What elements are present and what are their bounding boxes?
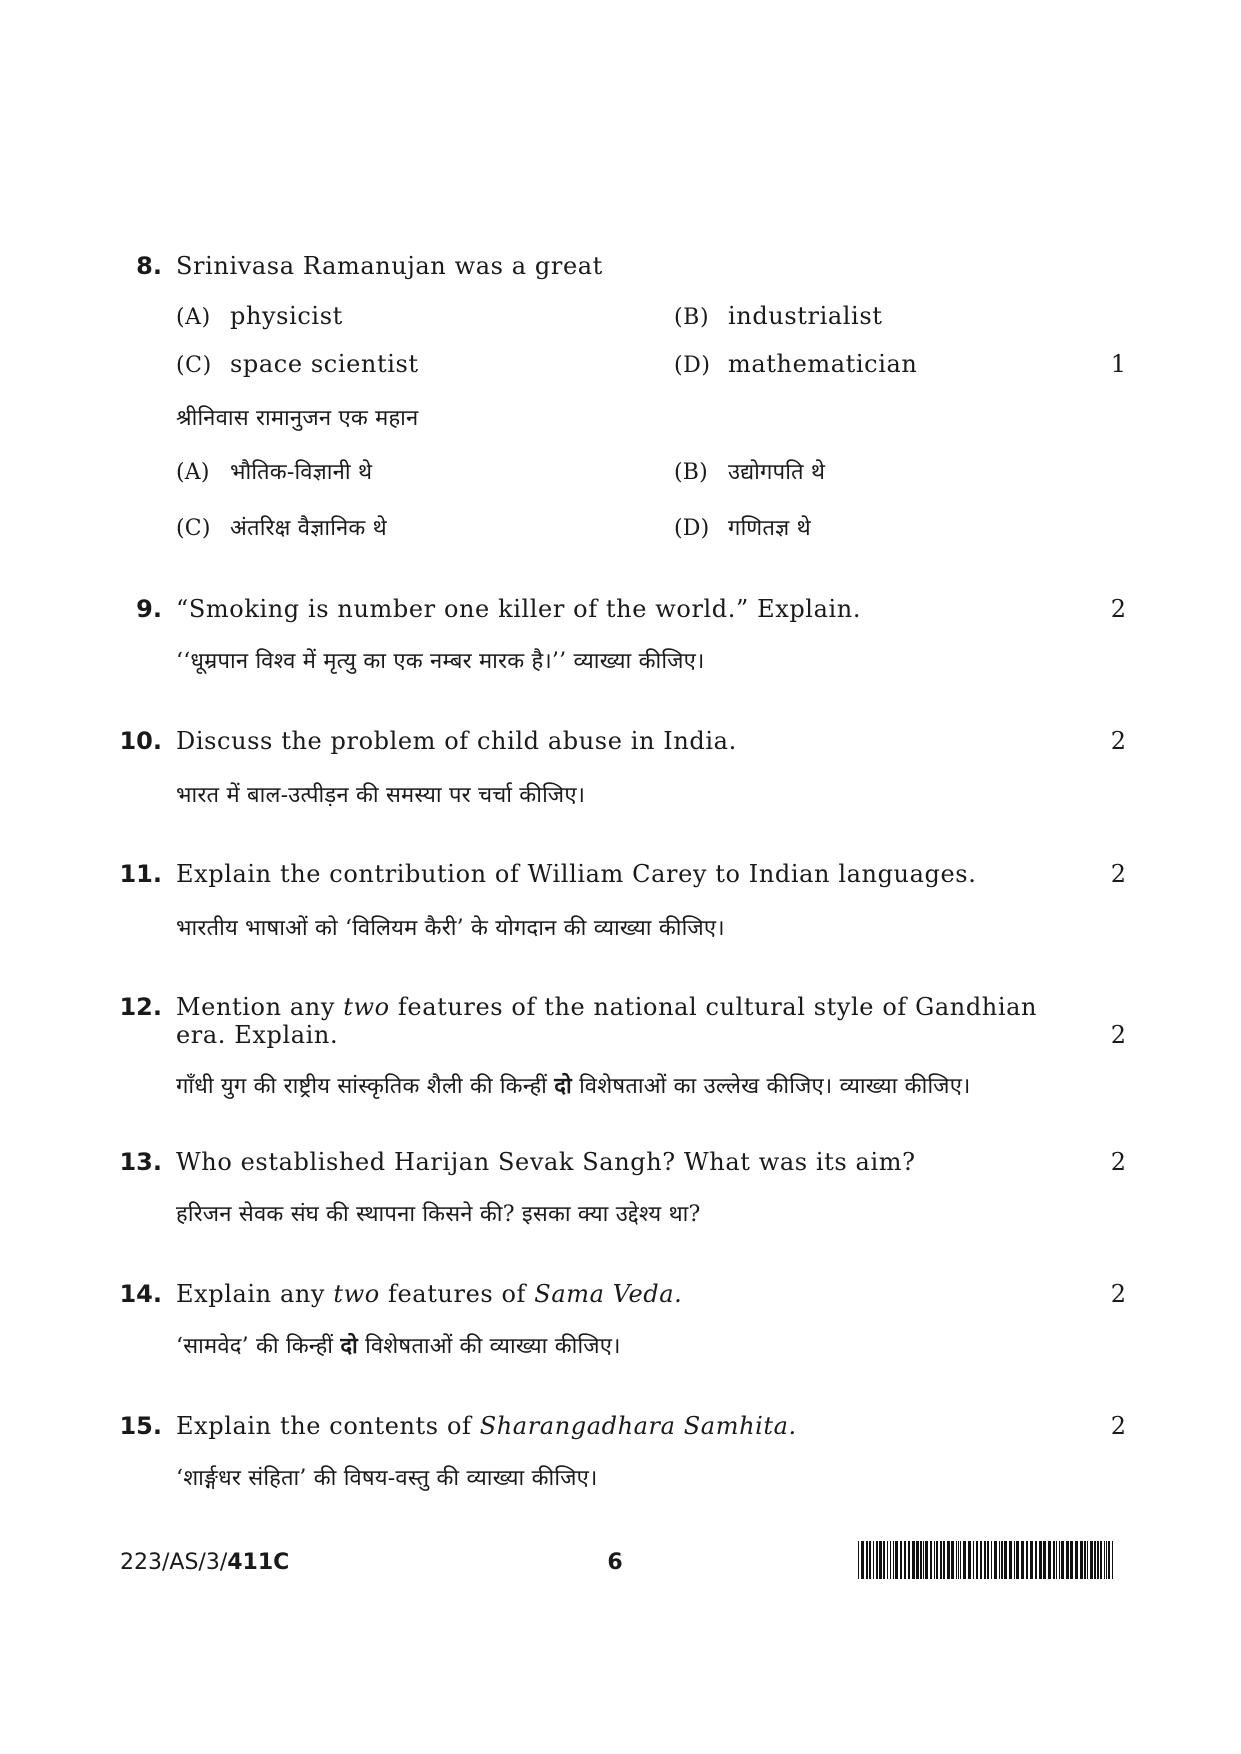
question-text: Who established Harijan Sevak Sangh? What was its aim? [176, 1148, 916, 1176]
barcode-bar [1014, 1541, 1015, 1579]
barcode-bar [876, 1541, 878, 1579]
barcode-bar [1112, 1541, 1113, 1579]
question-text-hindi: ‘शार्ङ्गधर संहिता’ की विषय-वस्तु की व्याख्या कीजिए। [176, 1466, 598, 1491]
question-marks: 2 [1110, 727, 1126, 755]
barcode-bar [1030, 1541, 1033, 1579]
question-text-hindi: भारत में बाल-उत्पीड़न की समस्या पर चर्चा कीजिए। [176, 783, 586, 808]
barcode-bar [1097, 1541, 1099, 1579]
page-number: 6 [607, 1550, 623, 1575]
question-marks: 1 [1110, 350, 1126, 378]
barcode-bar [883, 1541, 885, 1579]
option-d: (D) mathematician [674, 350, 918, 378]
barcode-bar [936, 1541, 938, 1579]
barcode-bar [1035, 1541, 1037, 1579]
question-text-hindi: हरिजन सेवक संघ की स्थापना किसने की? इसका क्या उद्देश्य था? [176, 1202, 701, 1227]
barcode-bar [930, 1541, 932, 1579]
barcode-bar [895, 1541, 898, 1579]
barcode-bar [1056, 1541, 1057, 1579]
option-a-hindi: (A) भौतिक-विज्ञानी थे [176, 460, 373, 485]
question-number: 12. [119, 993, 162, 1021]
barcode-bar [908, 1541, 910, 1579]
barcode-bar [943, 1541, 945, 1579]
barcode-bar [956, 1541, 957, 1579]
barcode-bar [890, 1541, 891, 1579]
barcode-bar [861, 1541, 864, 1579]
option-b-hindi: (B) उद्योगपति थे [674, 460, 826, 485]
barcode-bar [1080, 1541, 1083, 1579]
question-text: Explain any two features of Sama Veda. [176, 1280, 683, 1308]
barcode-bar [1021, 1541, 1024, 1579]
barcode-bar [1026, 1541, 1028, 1579]
barcode-bar [1061, 1541, 1064, 1579]
question-number: 8. [136, 252, 162, 280]
option-a: (A) physicist [176, 302, 343, 330]
barcode-bar [958, 1541, 959, 1579]
question-marks: 2 [1110, 860, 1126, 888]
question-marks: 2 [1110, 1021, 1126, 1049]
barcode-bar [991, 1541, 992, 1579]
question-text: Explain the contents of Sharangadhara Samhita. [176, 1412, 797, 1440]
barcode-bar [1100, 1541, 1102, 1579]
question-number: 10. [119, 727, 162, 755]
barcode-bar [925, 1541, 928, 1579]
barcode-bar [887, 1541, 888, 1579]
barcode-bar [904, 1541, 906, 1579]
barcode-bar [968, 1541, 971, 1579]
paper-code: 223/AS/3/411C [120, 1550, 290, 1575]
barcode-bar [1043, 1541, 1046, 1579]
question-text-hindi: श्रीनिवास रामानुजन एक महान [176, 406, 419, 431]
barcode-bar [879, 1541, 882, 1579]
barcode-bar [858, 1541, 859, 1579]
question-marks: 2 [1110, 1148, 1126, 1176]
barcode-image [858, 1541, 1116, 1579]
question-number: 14. [119, 1280, 162, 1308]
barcode-bar [912, 1541, 915, 1579]
barcode-bar [920, 1541, 922, 1579]
question-text: Srinivasa Ramanujan was a great [176, 252, 603, 280]
barcode-bar [1094, 1541, 1096, 1579]
barcode-bar [1004, 1541, 1007, 1579]
barcode-bar [869, 1541, 871, 1579]
barcode-bar [1108, 1541, 1110, 1579]
question-number: 15. [119, 1412, 162, 1440]
barcode-bar [1090, 1541, 1093, 1579]
barcode-bar [873, 1541, 874, 1579]
question-text-hindi: ‘‘धूम्रपान विश्व में मृत्यु का एक नम्बर मारक है।’’ व्याख्या कीजिए। [176, 649, 705, 674]
barcode-bar [1001, 1541, 1003, 1579]
barcode-bar [973, 1541, 974, 1579]
barcode-bar [1087, 1541, 1088, 1579]
barcode-bar [980, 1541, 982, 1579]
barcode-bar [1106, 1541, 1107, 1579]
barcode-bar [940, 1541, 942, 1579]
barcode-bar [1066, 1541, 1069, 1579]
barcode-bar [923, 1541, 924, 1579]
barcode-bar [893, 1541, 894, 1579]
question-text-hindi: ‘सामवेद’ की किन्हीं दो विशेषताओं की व्याख्या कीजिए। [176, 1333, 621, 1359]
barcode-bar [1070, 1541, 1073, 1579]
barcode-bar [963, 1541, 966, 1579]
barcode-bar [987, 1541, 989, 1579]
question-marks: 2 [1110, 1412, 1126, 1440]
question-number: 9. [136, 595, 162, 623]
barcode-bar [1084, 1541, 1086, 1579]
question-marks: 2 [1110, 1280, 1126, 1308]
option-d-hindi: (D) गणितज्ञ थे [674, 516, 811, 541]
option-c-hindi: (C) अंतरिक्ष वैज्ञानिक थे [176, 516, 387, 541]
barcode-bar [1009, 1541, 1012, 1579]
barcode-bar [994, 1541, 997, 1579]
barcode-bar [1104, 1541, 1105, 1579]
barcode-bar [1048, 1541, 1051, 1579]
question-number: 11. [119, 860, 162, 888]
question-text: Discuss the problem of child abuse in India. [176, 727, 737, 755]
question-text: Mention any two features of the national cultural style of Gandhian era. Explain. [176, 993, 1038, 1049]
barcode-bar [1059, 1541, 1060, 1579]
option-c: (C) space scientist [176, 350, 419, 378]
barcode-bar [1053, 1541, 1055, 1579]
question-text: Explain the contribution of William Carey to Indian languages. [176, 860, 977, 888]
barcode-bar [1039, 1541, 1042, 1579]
barcode-bar [1016, 1541, 1019, 1579]
barcode-bar [947, 1541, 950, 1579]
barcode-bar [984, 1541, 986, 1579]
barcode-bar [999, 1541, 1000, 1579]
barcode-bar [866, 1541, 868, 1579]
barcode-bar [916, 1541, 919, 1579]
option-b: (B) industrialist [674, 302, 883, 330]
barcode-bar [960, 1541, 961, 1579]
question-text-hindi: भारतीय भाषाओं को ‘विलियम कैरी’ के योगदान की व्याख्या कीजिए। [176, 916, 725, 941]
question-text-hindi: गाँधी युग की राष्ट्रीय सांस्कृतिक शैली की किन्हीं दो विशेषताओं का उल्लेख कीजिए। व्याख्या कीजिए। [176, 1073, 971, 1099]
barcode-bar [951, 1541, 954, 1579]
barcode-bar [900, 1541, 902, 1579]
question-text: “Smoking is number one killer of the world.” Explain. [176, 595, 862, 623]
question-marks: 2 [1110, 595, 1126, 623]
barcode-bar [934, 1541, 935, 1579]
barcode-bar [1075, 1541, 1078, 1579]
barcode-bar [976, 1541, 978, 1579]
question-number: 13. [119, 1148, 162, 1176]
